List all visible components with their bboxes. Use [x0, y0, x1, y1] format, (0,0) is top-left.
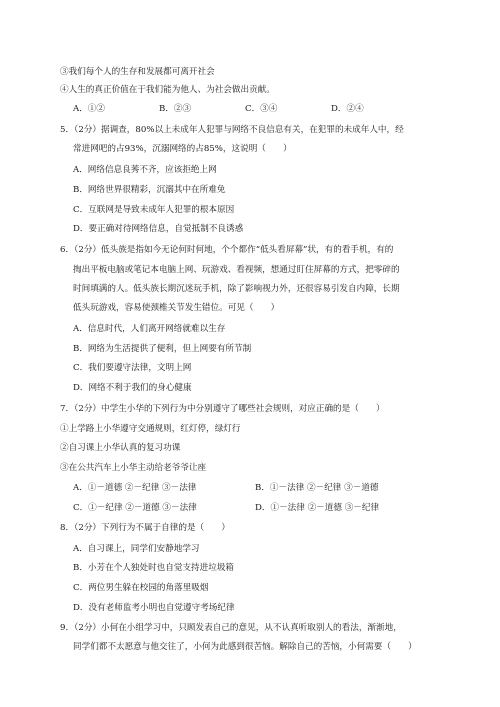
- option-a[interactable]: A．①②: [73, 104, 105, 114]
- question-8-option-b[interactable]: B．小芳在个人独处时也自觉支持进垃圾箱: [73, 563, 235, 573]
- question-5-stem-line2: 常进网吧的占93%，沉溺网络的占85%，这说明（ ）: [73, 144, 292, 154]
- question-8-option-d[interactable]: D．没有老师监考小明也自觉遵守考场纪律: [73, 603, 235, 613]
- question-6-option-c[interactable]: C．我们要遵守法律，文明上网: [73, 363, 192, 373]
- option-d[interactable]: D．②④: [331, 104, 364, 114]
- question-6-stem-line3: 时间填满的人。低头族长期沉迷玩手机，除了影响视力外，还很容易引发自内障，长期: [73, 284, 400, 294]
- question-6-option-d[interactable]: D．网络不利于我们的身心健康: [73, 383, 192, 393]
- question-5-option-a[interactable]: A．网络信息良莠不齐，应该拒绝上网: [73, 165, 217, 175]
- question-6-option-a[interactable]: A．信息时代，人们离开网络就难以生存: [73, 324, 226, 334]
- question-6-option-b[interactable]: B．网络为生活提供了便利，但上网要有所节制: [73, 344, 252, 354]
- question-9-stem-line2: 同学们都不太愿意与他交往了，小何为此感到很苦恼。解除自己的苦恼，小何需要（ ）: [73, 642, 417, 652]
- question-7-item-2: ②自习课上小华认真的复习功课: [60, 443, 181, 453]
- question-5-option-d[interactable]: D．要正确对待网络信息，自觉抵制不良诱惑: [73, 224, 244, 234]
- question-7-stem: 7．（2分）中学生小华的下列行为中分别遵守了哪些社会规则，对应正确的是（ ）: [60, 404, 385, 414]
- question-8-option-c[interactable]: C．两位男生躲在校园的角落里吸烟: [73, 583, 209, 593]
- question-6-stem-line4: 低头玩游戏，容易使颈椎关节发生错位。可见（ ）: [73, 303, 280, 313]
- question-9-stem-line1: 9．（2分）小何在小组学习中，只顾发表自己的意见，从不认真听取别人的看法，渐渐地，: [60, 623, 402, 633]
- question-6-stem-line1: 6．（2分）低头族是指如今无论何时何地，个个都作“低头看屏幕”状，有的看手机，有的: [60, 245, 394, 255]
- option-d[interactable]: D．①－法律 ②－道德 ③－纪律: [255, 503, 380, 513]
- question-7-options-row2: [73, 504, 443, 513]
- option-a[interactable]: A．①－道德 ②－纪律 ③－法律: [73, 483, 197, 493]
- option-b[interactable]: B．①－法律 ②－纪律 ③－道德: [255, 483, 379, 493]
- statement-3: ③我们每个人的生存和发展都可离开社会: [60, 67, 215, 77]
- question-5-stem-line1: 5．（2分）据调查，80%以上未成年人犯罪与网络不良信息有关，在犯罪的未成年人中，经: [60, 125, 404, 135]
- question-8-option-a[interactable]: A．自习课上，同学们安静地学习: [73, 544, 200, 554]
- option-c[interactable]: C．①－纪律 ②－道德 ③－法律: [73, 503, 197, 513]
- question-7-item-1: ①上学路上小华遵守交通规则，红灯停，绿灯行: [60, 424, 241, 434]
- question-6-stem-line2: 掏出平板电脑或笔记本电脑上网、玩游戏、看视频，想通过盯住屏幕的方式，把零碎的: [73, 265, 400, 275]
- question-4-options: [73, 105, 443, 114]
- question-7-options-row1: [73, 484, 443, 493]
- question-5-option-b[interactable]: B．网络世界很精彩，沉溺其中在所难免: [73, 185, 226, 195]
- question-5-option-c[interactable]: C．互联网是导致未成年人犯罪的根本原因: [73, 205, 235, 215]
- question-7-item-3: ③在公共汽车上小华主动给老爷爷让座: [60, 463, 207, 473]
- question-8-stem: 8．（2分）下列行为不属于自律的是（ ）: [60, 523, 230, 533]
- statement-4: ④人生的真正价值在于我们能为他人、为社会做出贡献。: [60, 85, 275, 95]
- option-b[interactable]: B．②③: [159, 104, 192, 114]
- option-c[interactable]: C．③④: [245, 104, 278, 114]
